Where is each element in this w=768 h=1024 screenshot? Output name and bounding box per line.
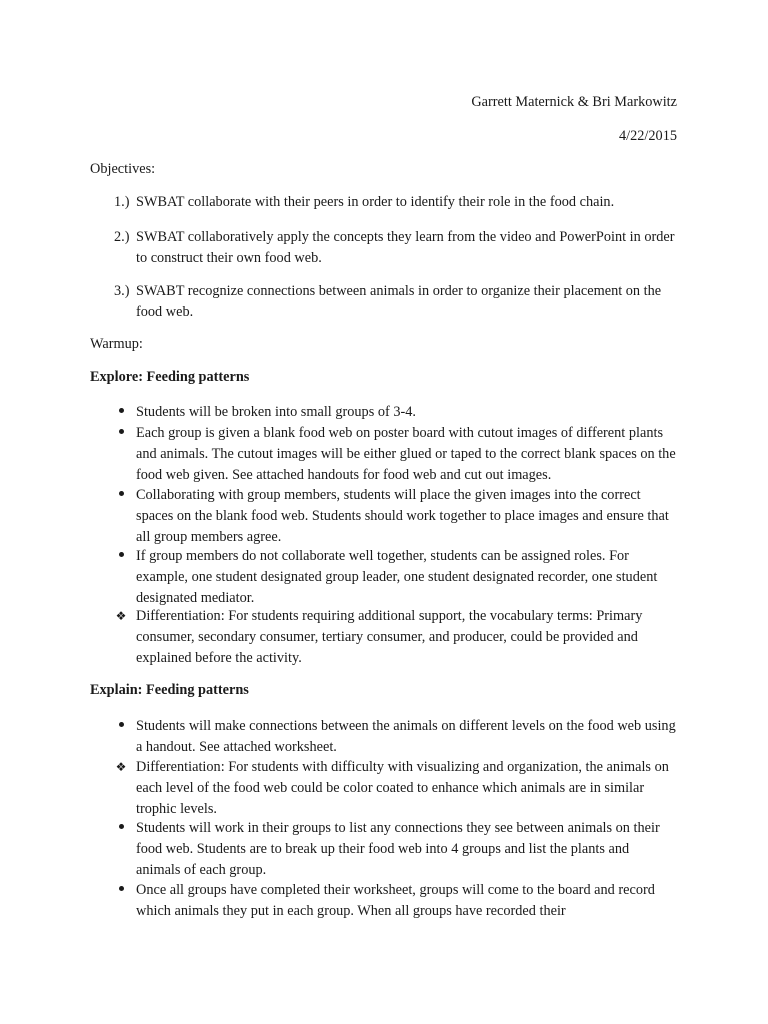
objective-number: 3.) xyxy=(114,283,130,299)
list-item-text: Students will make connections between the animals on different levels on the food web using a handout. See attached worksheet. xyxy=(136,718,676,755)
explain-heading: Explain: Feeding patterns xyxy=(90,682,249,698)
list-item-text: Students will be broken into small groups of 3-4. xyxy=(136,404,416,420)
bullet-icon xyxy=(115,880,127,897)
warmup-heading: Warmup: xyxy=(90,336,143,352)
objective-number: 2.) xyxy=(114,229,130,245)
list-item-text: Each group is given a blank food web on poster board with cutout images of different plants and animals. The cutout images will be either glued or taped to the correct blank spaces on the food web given. See attached handouts for food web and cut out images. xyxy=(136,425,676,483)
bullet-icon xyxy=(115,423,127,440)
diamond-bullet-icon: ❖ xyxy=(115,609,127,623)
bullet-icon xyxy=(115,485,127,502)
explore-heading: Explore: Feeding patterns xyxy=(90,369,250,385)
objective-number: 1.) xyxy=(114,194,130,210)
objectives-heading: Objectives: xyxy=(90,161,156,177)
list-item-text: If group members do not collaborate well together, students can be assigned roles. For example, one student designated group leader, one student designated recorder, one student designated mediator. xyxy=(136,548,658,606)
bullet-icon xyxy=(115,402,127,419)
objective-text: SWBAT collaboratively apply the concepts they learn from the video and PowerPoint in order to construct their own food web. xyxy=(136,229,675,266)
author-line: Garrett Maternick & Bri Markowitz xyxy=(471,94,677,110)
diamond-bullet-icon: ❖ xyxy=(115,760,127,774)
objective-text: SWBAT collaborate with their peers in order to identify their role in the food chain. xyxy=(136,194,615,210)
bullet-icon xyxy=(115,818,127,835)
date-line: 4/22/2015 xyxy=(619,128,677,144)
list-item-text: Differentiation: For students with difficulty with visualizing and organization, the animals on each level of the food web could be color coated to enhance which animals are in similar trophic levels. xyxy=(136,759,669,817)
list-item-text: Students will work in their groups to list any connections they see between animals on their food web. Students are to break up their food web into 4 groups and list the plants and animals of each group. xyxy=(136,820,660,878)
bullet-icon xyxy=(115,716,127,733)
list-item-text: Differentiation: For students requiring additional support, the vocabulary terms: Primary consumer, secondary consumer, tertiary consumer, and producer, could be provided and explained before the activity. xyxy=(136,608,643,666)
list-item-text: Once all groups have completed their worksheet, groups will come to the board and record which animals they put in each group. When all groups have recorded their xyxy=(136,882,655,919)
objective-text: SWABT recognize connections between animals in order to organize their placement on the food web. xyxy=(136,283,662,320)
bullet-icon xyxy=(115,546,127,563)
list-item-text: Collaborating with group members, students will place the given images into the correct spaces on the blank food web. Students should work together to place images and ensure that all group members agree. xyxy=(136,487,669,545)
